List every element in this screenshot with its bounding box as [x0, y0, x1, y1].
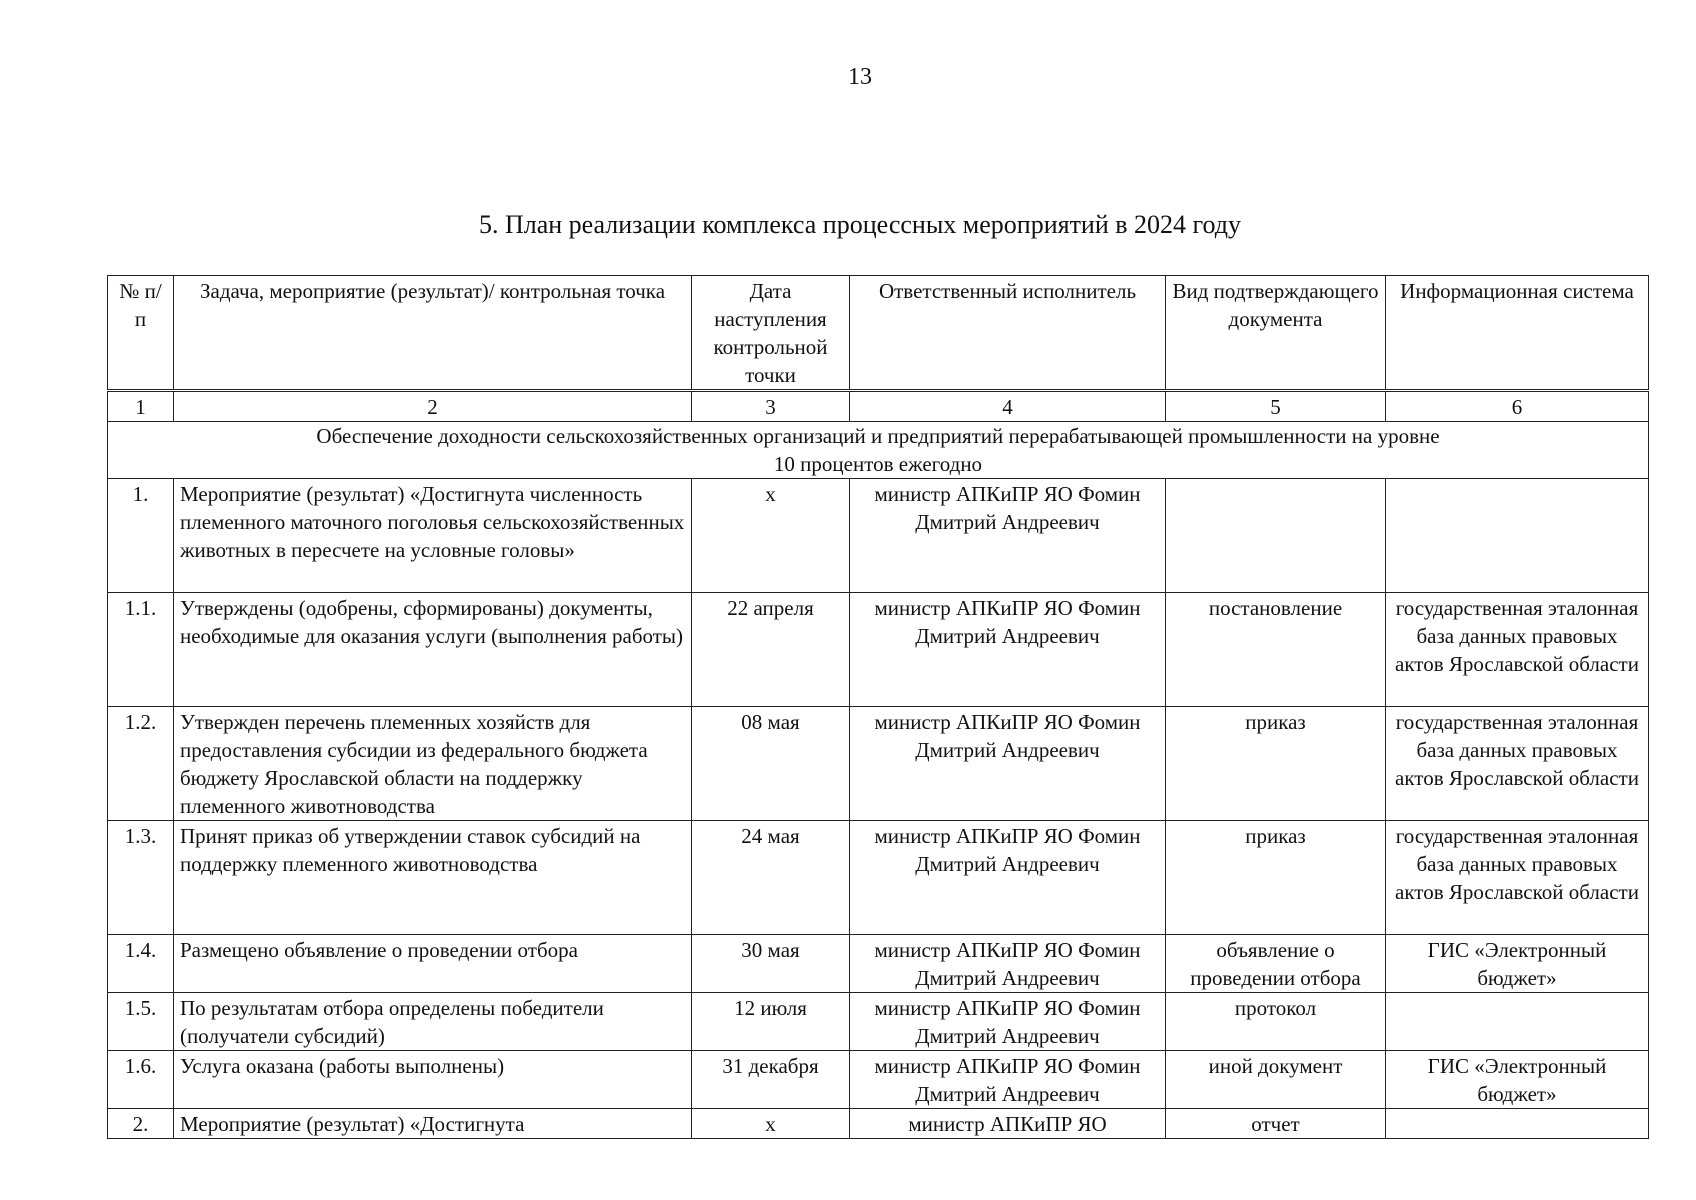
table-row: [108, 707, 1649, 821]
row-executor: министр АПКиПР ЯО: [850, 1109, 1166, 1139]
column-number: 3: [692, 391, 850, 422]
header-number: № п/п: [108, 276, 174, 391]
row-document: отчет: [1166, 1109, 1386, 1139]
row-date: 31 декабря: [692, 1051, 850, 1109]
row-number: 2.: [108, 1109, 174, 1139]
row-date: 12 июля: [692, 993, 850, 1051]
table-row: [108, 821, 1649, 935]
column-number: 5: [1166, 391, 1386, 422]
row-date: х: [692, 479, 850, 593]
row-task: Мероприятие (результат) «Достигнута: [174, 1109, 692, 1139]
table-row: [108, 479, 1649, 593]
row-executor: министр АПКиПР ЯО Фомин Дмитрий Андреевич: [850, 821, 1166, 935]
row-number: 1.6.: [108, 1051, 174, 1109]
table-row: [108, 593, 1649, 707]
header-executor: Ответственный исполнитель: [850, 276, 1166, 391]
table-row: [108, 1109, 1649, 1139]
row-task: По результатам отбора определены победители (получатели субсидий): [174, 993, 692, 1051]
row-system: ГИС «Электронный бюджет»: [1386, 1051, 1649, 1109]
row-system: государственная эталонная база данных правовых актов Ярославской области: [1386, 593, 1649, 707]
table-row: [108, 993, 1649, 1051]
row-task: Утверждены (одобрены, сформированы) документы, необходимые для оказания услуги (выполнения работы): [174, 593, 692, 707]
row-system: [1386, 993, 1649, 1051]
document-title: 5. План реализации комплекса процессных мероприятий в 2024 году: [478, 210, 1242, 239]
row-task: Размещено объявление о проведении отбора: [174, 935, 692, 993]
page-number: 13: [848, 64, 872, 90]
row-executor: министр АПКиПР ЯО Фомин Дмитрий Андреевич: [850, 1051, 1166, 1109]
column-number: 6: [1386, 391, 1649, 422]
row-document: приказ: [1166, 821, 1386, 935]
row-executor: министр АПКиПР ЯО Фомин Дмитрий Андреевич: [850, 593, 1166, 707]
row-date: х: [692, 1109, 850, 1139]
row-number: 1.4.: [108, 935, 174, 993]
column-number: 4: [850, 391, 1166, 422]
table-row: [108, 1051, 1649, 1109]
row-system: [1386, 479, 1649, 593]
row-executor: министр АПКиПР ЯО Фомин Дмитрий Андреевич: [850, 479, 1166, 593]
row-task: Утвержден перечень племенных хозяйств для предоставления субсидии из федерального бюджета бюджету Ярославской области на поддержку племенного животноводства: [174, 707, 692, 821]
row-number: 1.: [108, 479, 174, 593]
row-task: Принят приказ об утверждении ставок субсидий на поддержку племенного животноводства: [174, 821, 692, 935]
row-executor: министр АПКиПР ЯО Фомин Дмитрий Андреевич: [850, 935, 1166, 993]
table-header-row: [108, 276, 1649, 391]
row-document: протокол: [1166, 993, 1386, 1051]
column-number-row: [108, 391, 1649, 422]
row-number: 1.2.: [108, 707, 174, 821]
row-date: 24 мая: [692, 821, 850, 935]
row-date: 30 мая: [692, 935, 850, 993]
header-task: Задача, мероприятие (результат)/ контрольная точка: [174, 276, 692, 391]
row-date: 22 апреля: [692, 593, 850, 707]
plan-table: [107, 275, 1649, 1139]
row-document: приказ: [1166, 707, 1386, 821]
row-executor: министр АПКиПР ЯО Фомин Дмитрий Андреевич: [850, 993, 1166, 1051]
row-task: Мероприятие (результат) «Достигнута численность племенного маточного поголовья сельскохозяйственных животных в пересчете на условные головы»: [174, 479, 692, 593]
header-date: Дата наступления контрольной точки: [692, 276, 850, 391]
row-system: ГИС «Электронный бюджет»: [1386, 935, 1649, 993]
section-title: Обеспечение доходности сельскохозяйственных организаций и предприятий перерабатывающей промышленности на уровне 10 процентов ежегодно: [108, 422, 1649, 479]
column-number: 1: [108, 391, 174, 422]
row-system: государственная эталонная база данных правовых актов Ярославской области: [1386, 821, 1649, 935]
row-number: 1.1.: [108, 593, 174, 707]
row-document: объявление о проведении отбора: [1166, 935, 1386, 993]
row-executor: министр АПКиПР ЯО Фомин Дмитрий Андреевич: [850, 707, 1166, 821]
row-number: 1.5.: [108, 993, 174, 1051]
row-system: государственная эталонная база данных правовых актов Ярославской области: [1386, 707, 1649, 821]
row-document: [1166, 479, 1386, 593]
row-document: иной документ: [1166, 1051, 1386, 1109]
row-system: [1386, 1109, 1649, 1139]
row-document: постановление: [1166, 593, 1386, 707]
table-row: [108, 935, 1649, 993]
row-task: Услуга оказана (работы выполнены): [174, 1051, 692, 1109]
header-document: Вид подтверждающего документа: [1166, 276, 1386, 391]
column-number: 2: [174, 391, 692, 422]
section-row: [108, 422, 1649, 479]
row-date: 08 мая: [692, 707, 850, 821]
row-number: 1.3.: [108, 821, 174, 935]
header-system: Информационная система: [1386, 276, 1649, 391]
